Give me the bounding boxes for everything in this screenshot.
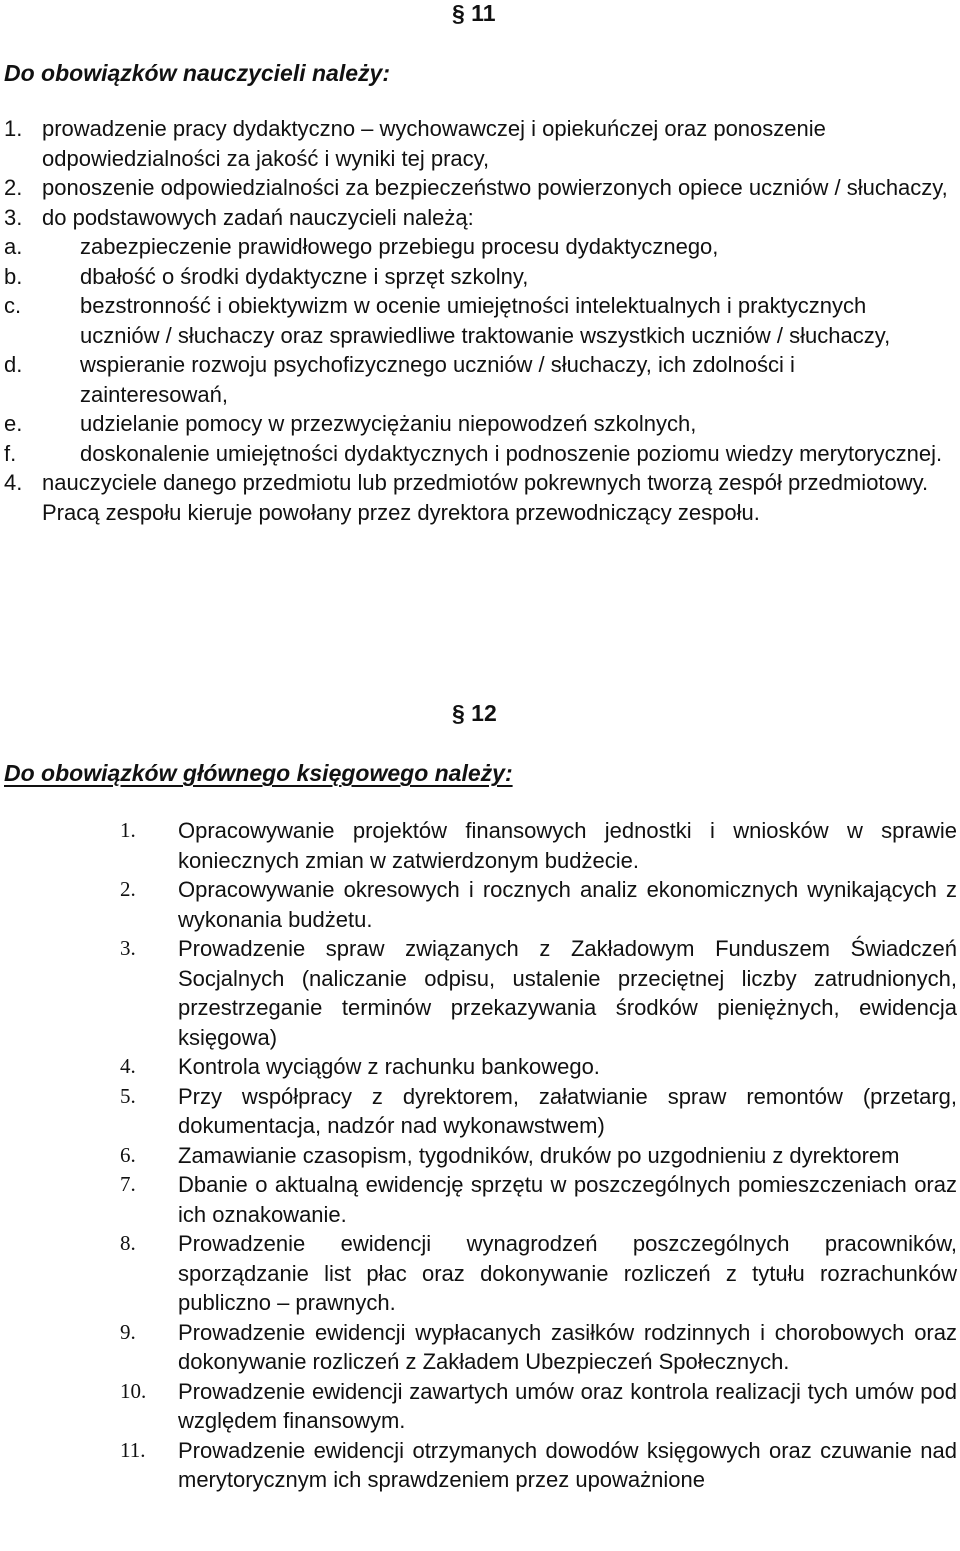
list-item: 11. Prowadzenie ewidencji otrzymanych dowodów księgowych oraz czuwanie nad merytorycznym ich sprawdzeniem przez upoważnione <box>120 1437 957 1492</box>
list-item: e. udzielanie pomocy w przezwyciężaniu niepowodzeń szkolnych, <box>4 411 697 436</box>
list-item: 5. Przy współpracy z dyrektorem, załatwianie spraw remontów (przetarg, dokumentacja, nadzór nad wykonawstwem) <box>120 1083 957 1138</box>
section-11-number: § 11 <box>452 0 496 26</box>
list-item: 2. Opracowywanie okresowych i rocznych analiz ekonomicznych wynikających z wykonania budżetu. <box>120 877 957 932</box>
list-item: 3. Prowadzenie spraw związanych z Zakładowym Funduszem Świadczeń Socjalnych (naliczanie odpisu, ustalenie przeciętnej liczby zatrudnionych, przestrzeganie terminów przekazywania środków pieniężnych, ewidencja księgowa) <box>120 936 957 1050</box>
list-item: 1. prowadzenie pracy dydaktyczno – wychowawczej i opiekuńczej oraz ponoszenie odpowiedzialności za jakość i wyniki tej pracy, <box>4 116 826 171</box>
list-item: 8. Prowadzenie ewidencji wynagrodzeń poszczególnych pracowników, sporządzanie list płac oraz dokonywanie rozliczeń z tytułu rozrachunków publiczno – prawnych. <box>120 1231 957 1315</box>
list-item: 1. Opracowywanie projektów finansowych jednostki i wniosków w sprawie koniecznych zmian w zatwierdzonym budżecie. <box>120 818 957 873</box>
list-item: c. bezstronność i obiektywizm w ocenie umiejętności intelektualnych i praktycznych uczniów / słuchaczy oraz sprawiedliwe traktowanie wszystkich uczniów / słuchaczy, <box>4 293 891 348</box>
list-item: 4. Kontrola wyciągów z rachunku bankowego. <box>120 1054 600 1079</box>
list-item: b. dbałość o środki dydaktyczne i sprzęt szkolny, <box>4 263 529 289</box>
section-12-heading: Do obowiązków głównego księgowego należy: <box>4 760 513 786</box>
list-item: 9. Prowadzenie ewidencji wypłacanych zasiłków rodzinnych i chorobowych oraz dokonywanie rozliczeń z Zakładem Ubezpieczeń Społecznych. <box>120 1319 957 1374</box>
list-item: 3. do podstawowych zadań nauczycieli należą: <box>4 204 474 230</box>
list-item: 6. Zamawianie czasopism, tygodników, druków po uzgodnieniu z dyrektorem <box>120 1142 900 1168</box>
list-item: 7. Dbanie o aktualną ewidencję sprzętu w poszczególnych pomieszczeniach oraz ich oznakowanie. <box>120 1172 957 1227</box>
list-item: 4. nauczyciele danego przedmiotu lub przedmiotów pokrewnych tworzą zespół przedmiotowy. Pracą zespołu kieruje powołany przez dyrektora przewodniczący zespołu. <box>4 470 929 525</box>
section-12-number: § 12 <box>452 700 497 726</box>
list-item: a. zabezpieczenie prawidłowego przebiegu procesu dydaktycznego, <box>4 234 719 259</box>
list-item: f. doskonalenie umiejętności dydaktycznych i podnoszenie poziomu wiedzy merytorycznej. <box>4 440 943 466</box>
list-item: 10. Prowadzenie ewidencji zawartych umów oraz kontrola realizacji tych umów pod względem finansowym. <box>120 1378 957 1433</box>
list-item: d. wspieranie rozwoju psychofizycznego uczniów / słuchaczy, ich zdolności i zainteresowań, <box>4 352 795 407</box>
section-11-heading: Do obowiązków nauczycieli należy: <box>4 60 390 86</box>
section-11-list <box>0 114 948 527</box>
section-12-list <box>0 816 957 1495</box>
list-item: 2. ponoszenie odpowiedzialności za bezpieczeństwo powierzonych opiece uczniów / słuchaczy, <box>4 175 948 200</box>
